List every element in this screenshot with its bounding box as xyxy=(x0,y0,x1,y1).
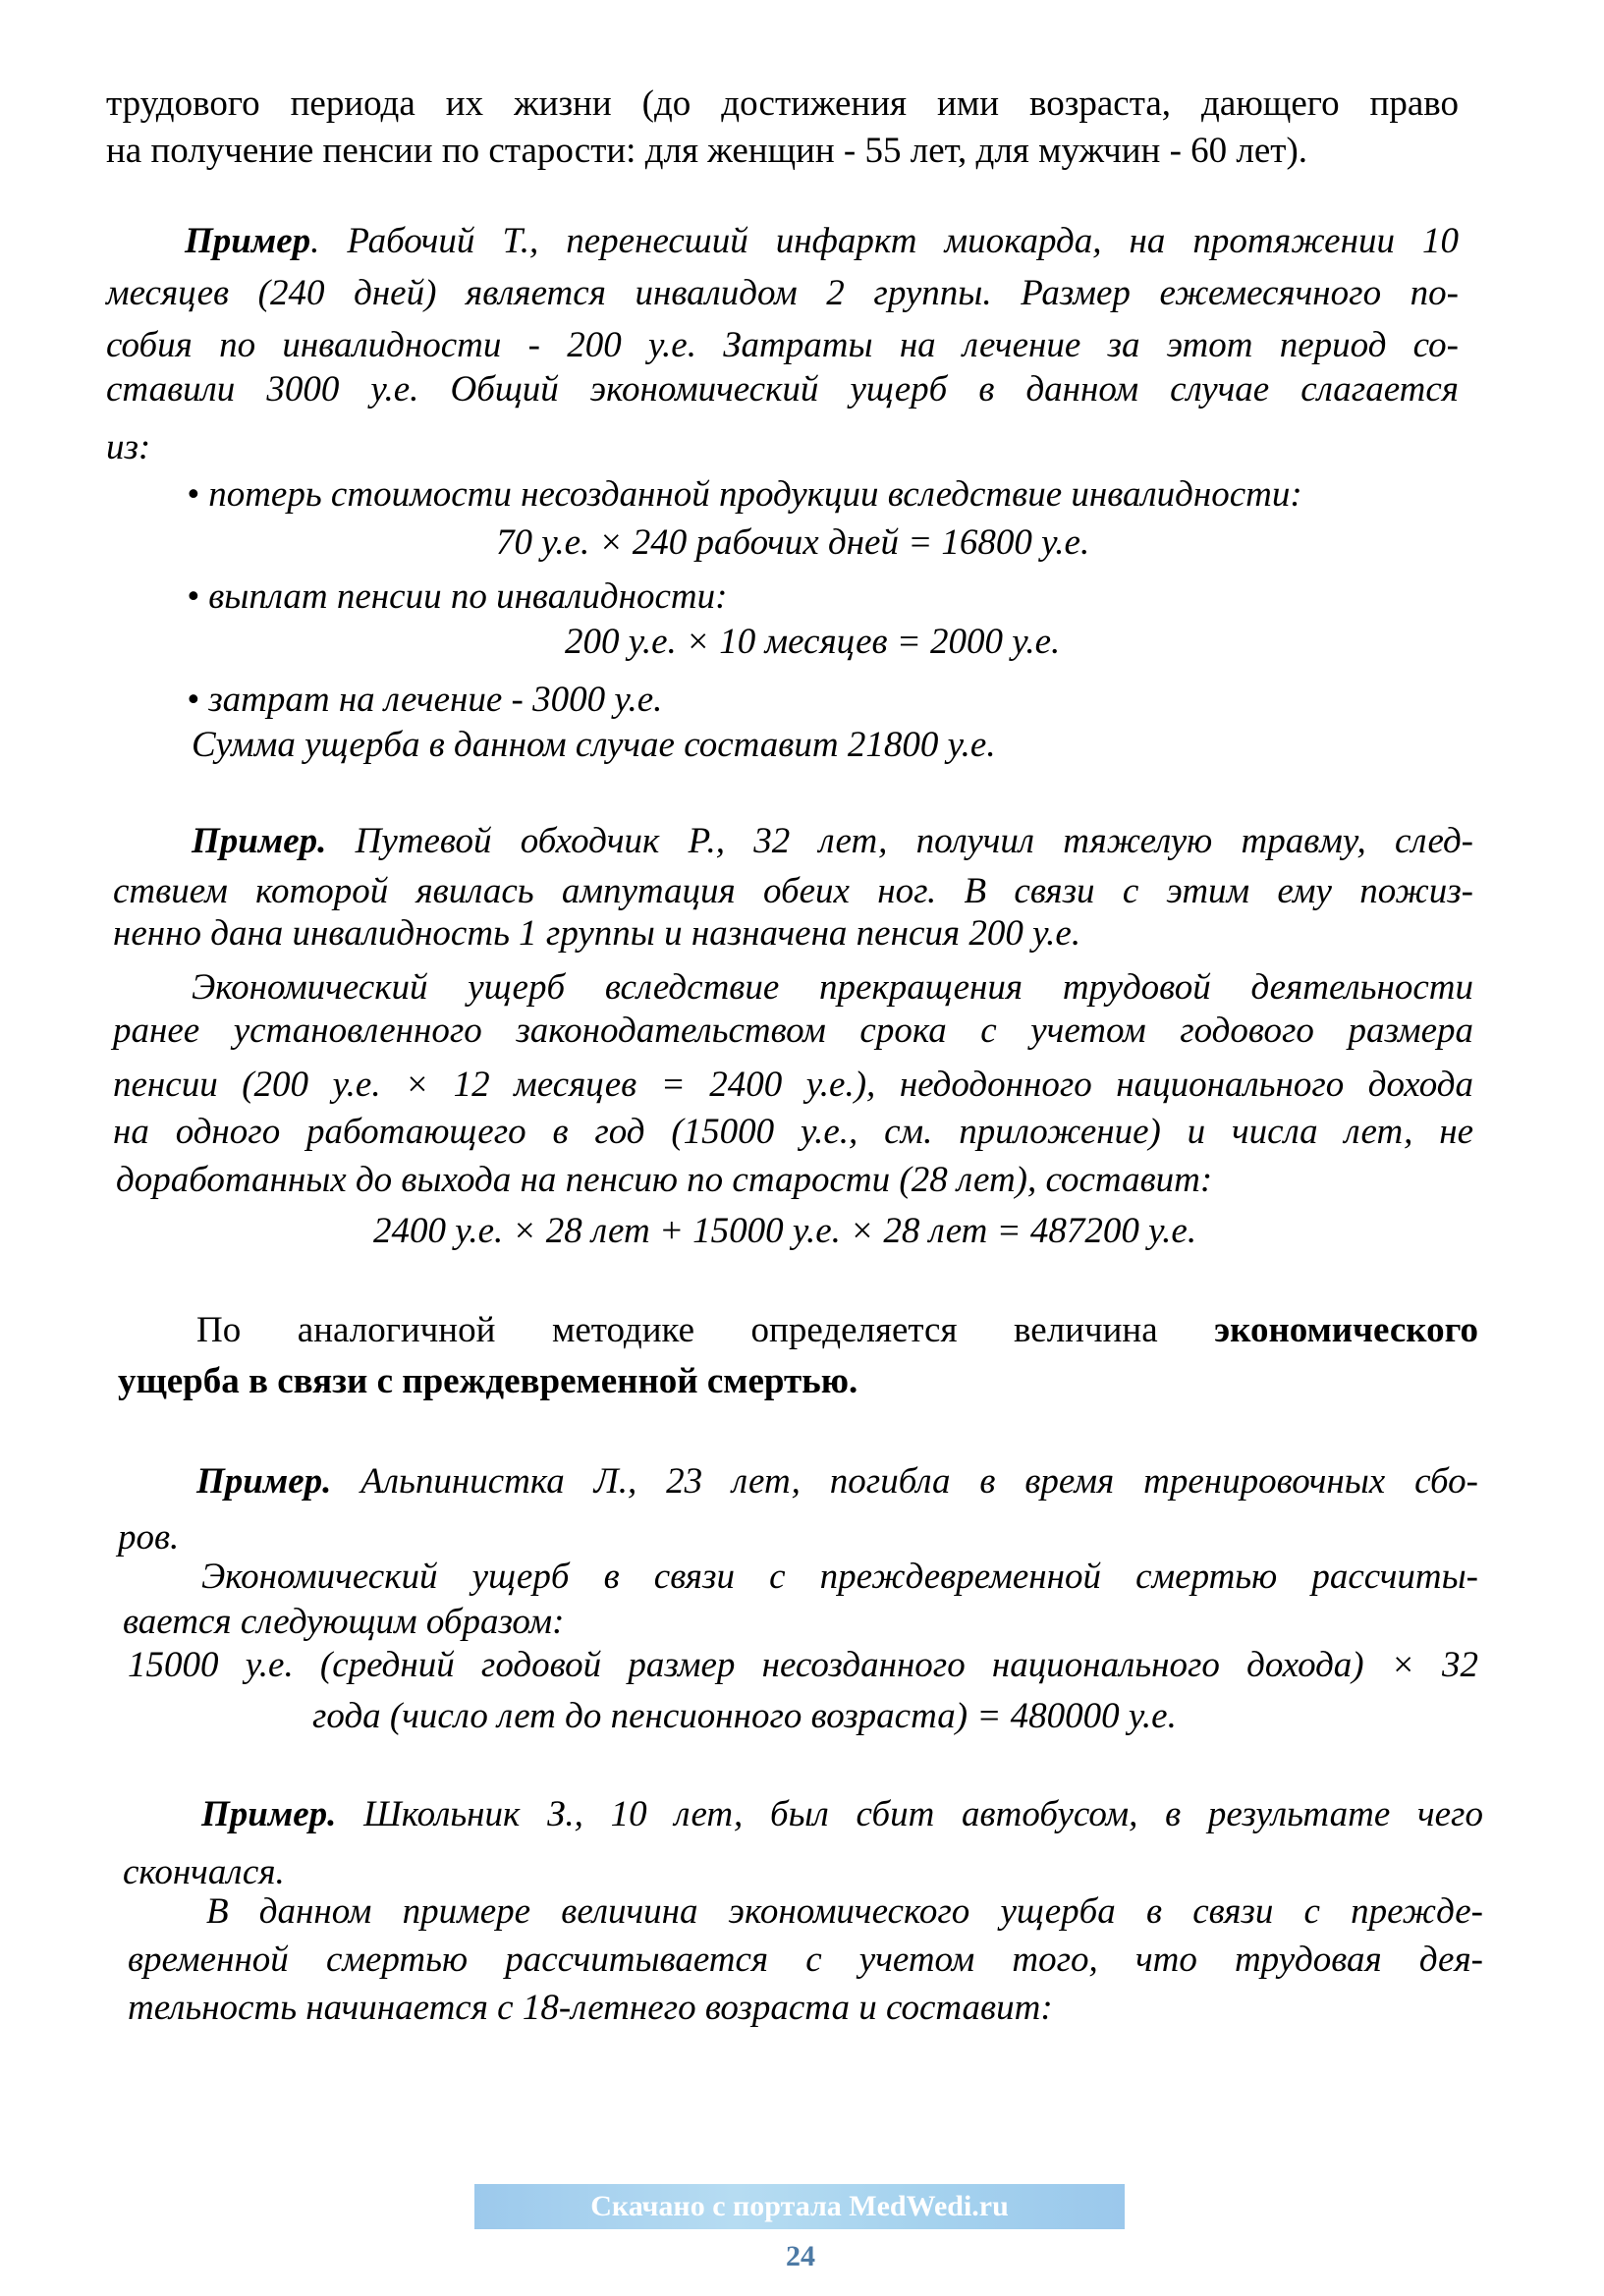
text-segment: из: xyxy=(106,427,151,467)
bold-text: Пример. xyxy=(201,1794,337,1834)
text-line xyxy=(312,1695,1177,1738)
text-line xyxy=(128,1644,1478,1687)
text-line xyxy=(113,1111,1473,1154)
text-segment: 70 у.е. × 240 рабочих дней = 16800 у.е. xyxy=(496,522,1090,563)
text-line xyxy=(118,1360,857,1403)
text-segment: тельность начинается с 18-летнего возраста и составит: xyxy=(128,1988,1053,2028)
text-line xyxy=(128,1939,1483,1982)
text-line xyxy=(113,912,1080,956)
text-segment: 15000 у.е. (средний годовой размер несозданного национального дохода) × 32 xyxy=(128,1645,1478,1685)
text-line xyxy=(373,1210,1196,1253)
text-line xyxy=(106,130,1307,173)
text-line xyxy=(123,1601,564,1644)
text-line xyxy=(201,1556,1478,1599)
text-segment: ров. xyxy=(118,1517,180,1558)
bold-text: экономического xyxy=(1214,1310,1478,1350)
text-segment: В данном примере величина экономического ущерба в связи с прежде- xyxy=(206,1891,1483,1932)
watermark-text: Скачано с портала MedWedi.ru xyxy=(590,2190,1009,2222)
text-segment: 2400 у.е. × 28 лет + 15000 у.е. × 28 лет = 487200 у.е. xyxy=(373,1211,1197,1251)
text-segment: ненно дана инвалидность 1 группы и назначена пенсия 200 у.е. xyxy=(113,913,1081,954)
text-segment: пенсии (200 у.е. × 12 месяцев = 2400 у.е.), недодонного национального дохода xyxy=(113,1065,1473,1105)
text-line xyxy=(113,1010,1473,1053)
text-line xyxy=(113,870,1473,913)
bold-text: Пример xyxy=(185,221,311,261)
text-line xyxy=(123,1851,285,1894)
text-line xyxy=(192,820,1473,863)
bold-text: ущерба в связи с преждевременной смертью. xyxy=(118,1361,858,1401)
text-line xyxy=(187,575,727,619)
text-segment: По аналогичной методике определяется величина xyxy=(196,1310,1215,1350)
text-line xyxy=(106,82,1459,126)
text-line xyxy=(187,679,662,722)
text-line xyxy=(106,324,1459,367)
watermark-banner xyxy=(474,2184,1125,2229)
text-segment: месяцев (240 дней) является инвалидом 2 группы. Размер ежемесячного по- xyxy=(106,273,1459,313)
text-segment: • затрат на лечение - 3000 у.е. xyxy=(187,680,663,720)
text-segment: на получение пенсии по старости: для женщин - 55 лет, для мужчин - 60 лет). xyxy=(106,131,1308,171)
text-line xyxy=(106,426,150,469)
text-segment: . Рабочий Т., перенесший инфаркт миокарда, на протяжении 10 xyxy=(310,221,1459,261)
text-segment: ранее установленного законодательством срока с учетом годового размера xyxy=(113,1011,1473,1051)
text-line xyxy=(206,1890,1483,1934)
text-segment: Школьник З., 10 лет, был сбит автобусом, в результате чего xyxy=(336,1794,1483,1834)
text-line xyxy=(106,272,1459,315)
text-segment: Альпинистка Л., 23 лет, погибла в время тренировочных сбо- xyxy=(331,1461,1478,1502)
text-line xyxy=(196,1309,1478,1352)
text-line xyxy=(192,966,1473,1010)
text-line xyxy=(196,1460,1478,1503)
text-line xyxy=(128,1987,1053,2030)
text-segment: временной смертью рассчитывается с учетом того, что трудовая дея- xyxy=(128,1940,1483,1980)
text-segment: ставили 3000 у.е. Общий экономический ущерб в данном случае слагается xyxy=(106,369,1459,410)
text-segment: скончался. xyxy=(123,1852,285,1892)
text-segment: вается следующим образом: xyxy=(123,1602,565,1642)
text-segment: доработанных до выхода на пенсию по старости (28 лет), составит: xyxy=(116,1160,1213,1200)
text-line xyxy=(116,1159,1212,1202)
page-number: 24 xyxy=(786,2240,815,2272)
text-segment: Сумма ущерба в данном случае составит 21800 у.е. xyxy=(192,725,996,765)
text-line xyxy=(565,621,1060,664)
text-segment: 200 у.е. × 10 месяцев = 2000 у.е. xyxy=(565,622,1061,662)
text-segment: Путевой обходчик Р., 32 лет, получил тяжелую травму, след- xyxy=(326,821,1473,861)
text-line xyxy=(118,1516,179,1559)
text-segment: • выплат пенсии по инвалидности: xyxy=(187,576,728,617)
text-line xyxy=(192,724,996,767)
text-segment: трудового периода их жизни (до достижения ими возраста, дающего право xyxy=(106,83,1459,124)
text-segment: Экономический ущерб в связи с преждевременной смертью рассчиты- xyxy=(201,1557,1478,1597)
bold-text: Пример. xyxy=(196,1461,332,1502)
text-line xyxy=(187,473,1302,517)
text-line xyxy=(106,368,1459,411)
text-segment: собия по инвалидности - 200 у.е. Затраты на лечение за этот период со- xyxy=(106,325,1459,365)
text-segment: на одного работающего в год (15000 у.е., см. приложение) и числа лет, не xyxy=(113,1112,1473,1152)
text-line xyxy=(496,521,1089,565)
text-segment: ствием которой явилась ампутация обеих ног. В связи с этим ему пожиз- xyxy=(113,871,1473,911)
text-line xyxy=(185,220,1459,263)
text-line xyxy=(113,1064,1473,1107)
text-line xyxy=(201,1793,1483,1836)
text-segment: года (число лет до пенсионного возраста) = 480000 у.е. xyxy=(312,1696,1177,1736)
bold-text: Пример. xyxy=(192,821,327,861)
text-segment: Экономический ущерб вследствие прекращения трудовой деятельности xyxy=(192,967,1473,1008)
text-segment: • потерь стоимости несозданной продукции вследствие инвалидности: xyxy=(187,474,1302,515)
